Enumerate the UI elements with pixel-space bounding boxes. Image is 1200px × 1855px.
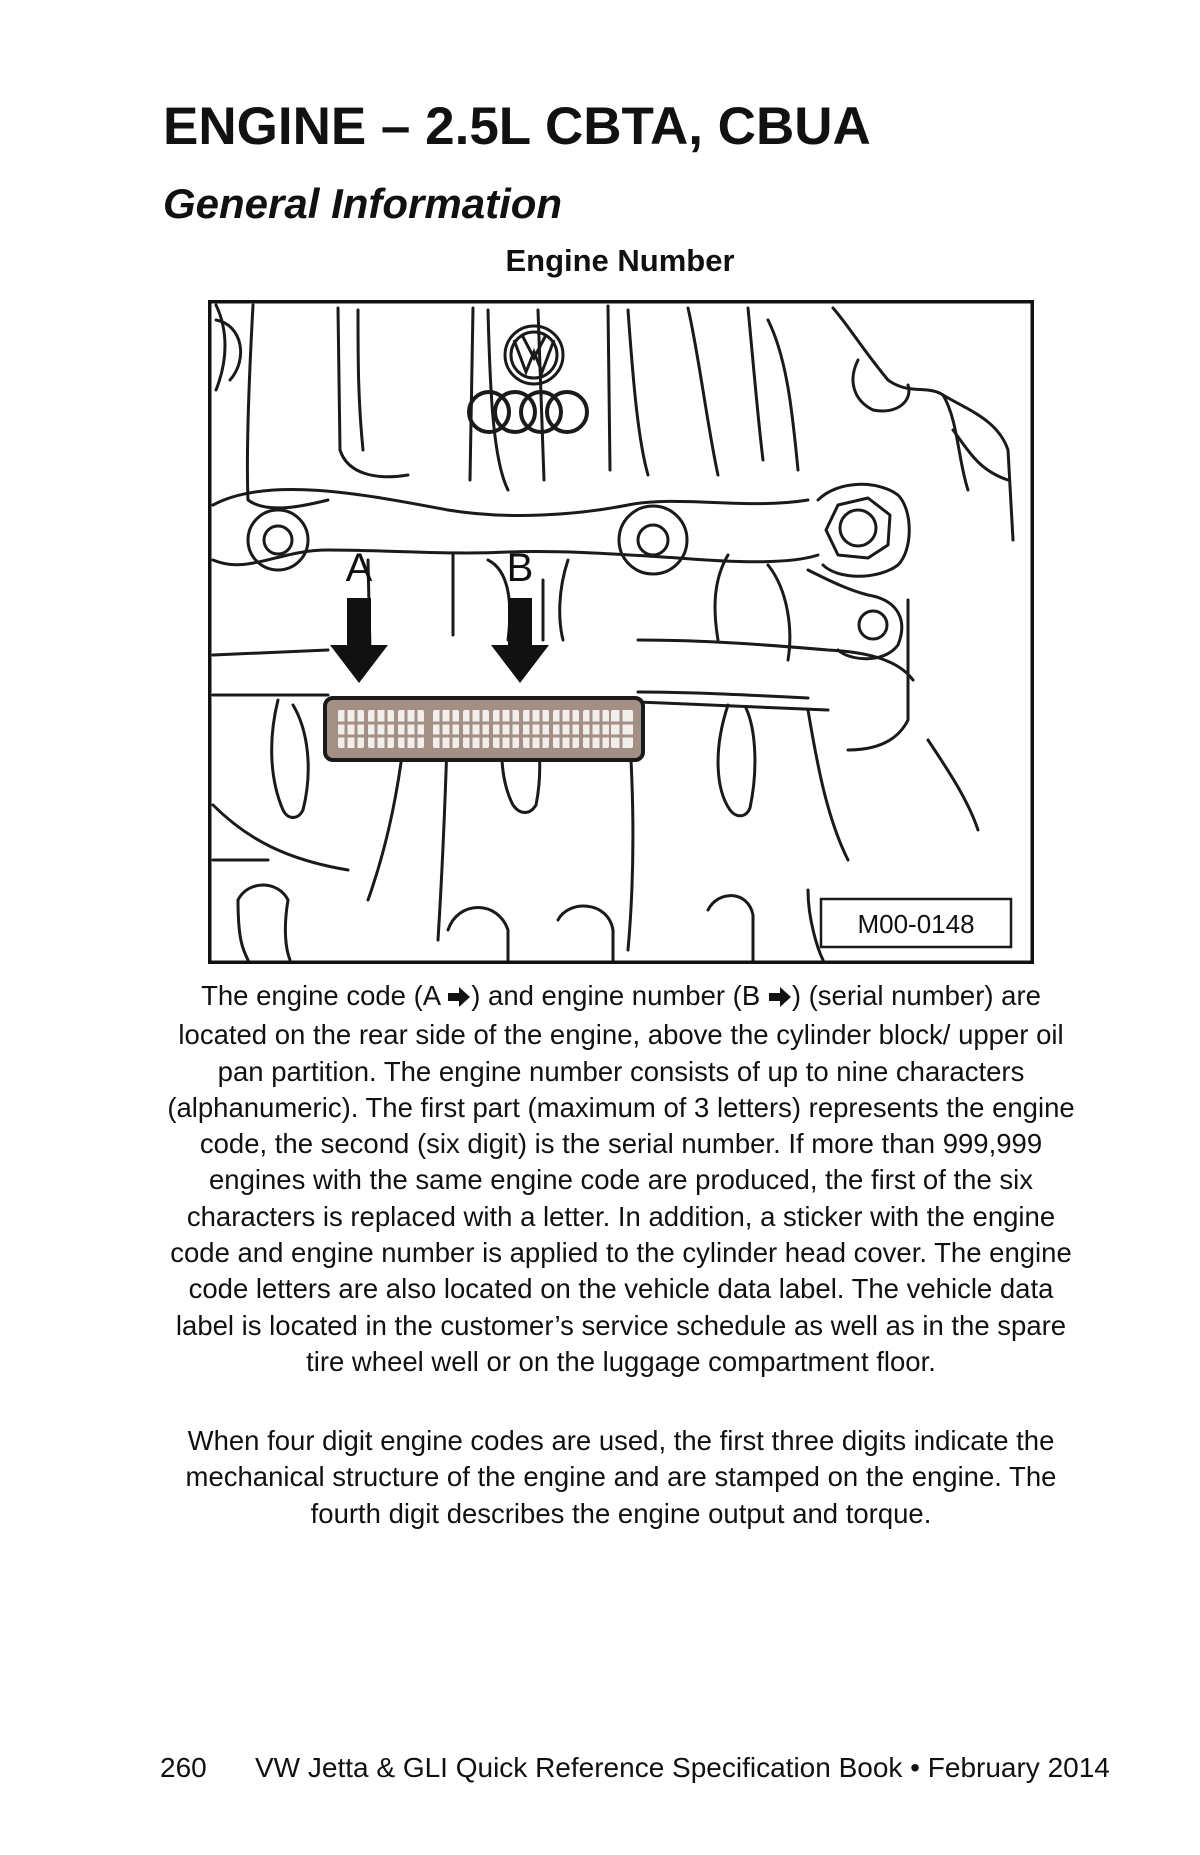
right-arrow-icon: [447, 981, 471, 1017]
engine-number-plate: [325, 698, 643, 760]
book-title: VW Jetta & GLI Quick Reference Specification Book • February 2014: [255, 1752, 1110, 1783]
label-b: B: [506, 546, 534, 590]
page-title: ENGINE – 2.5L CBTA, CBUA: [163, 97, 871, 156]
page-footer: [160, 1752, 1110, 1784]
audi-rings-icon: [469, 392, 587, 432]
vw-logo-icon: [505, 326, 563, 384]
p1-text-1: The engine code (A: [201, 980, 448, 1011]
arrow-a-down-icon: [330, 598, 388, 683]
figure-caption: Engine Number: [505, 243, 735, 278]
figure-id: M00-0148: [857, 909, 975, 939]
paragraph-four-digit-codes: When four digit engine codes are used, the first three digits indicate the mechanical structure of the engine and are stamped on the engine. The fourth digit describes the engine output and torque.: [185, 1425, 1057, 1529]
page-number: 260: [160, 1752, 207, 1783]
engine-illustration: [208, 300, 1034, 964]
section-heading: General Information: [163, 180, 563, 227]
arrow-b-down-icon: [491, 598, 549, 683]
paragraph-engine-code-location: [165, 978, 1077, 1380]
right-arrow-icon: [768, 981, 792, 1017]
label-a: A: [345, 546, 373, 590]
p1-text-2: ) and engine number (B: [471, 980, 768, 1011]
engine-number-figure: [208, 300, 1034, 964]
p1-text-3: ) (serial number) are located on the rear side of the engine, above the cylinder block/ upper oil pan partition. The engine number consists of up to nine characters (alphanumeric). The first part (maximum of 3 letters) represents the engine code, the second (six digit) is the serial number. If more than 999,999 engines with the same engine code are produced, the first of the six characters is replaced with a letter. In addition, a sticker with the engine code and engine number is applied to the cylinder head cover. The engine code letters are also located on the vehicle data label. The vehicle data label is located in the customer’s service schedule as well as in the spare tire wheel well or on the luggage compartment floor.: [167, 980, 1075, 1377]
